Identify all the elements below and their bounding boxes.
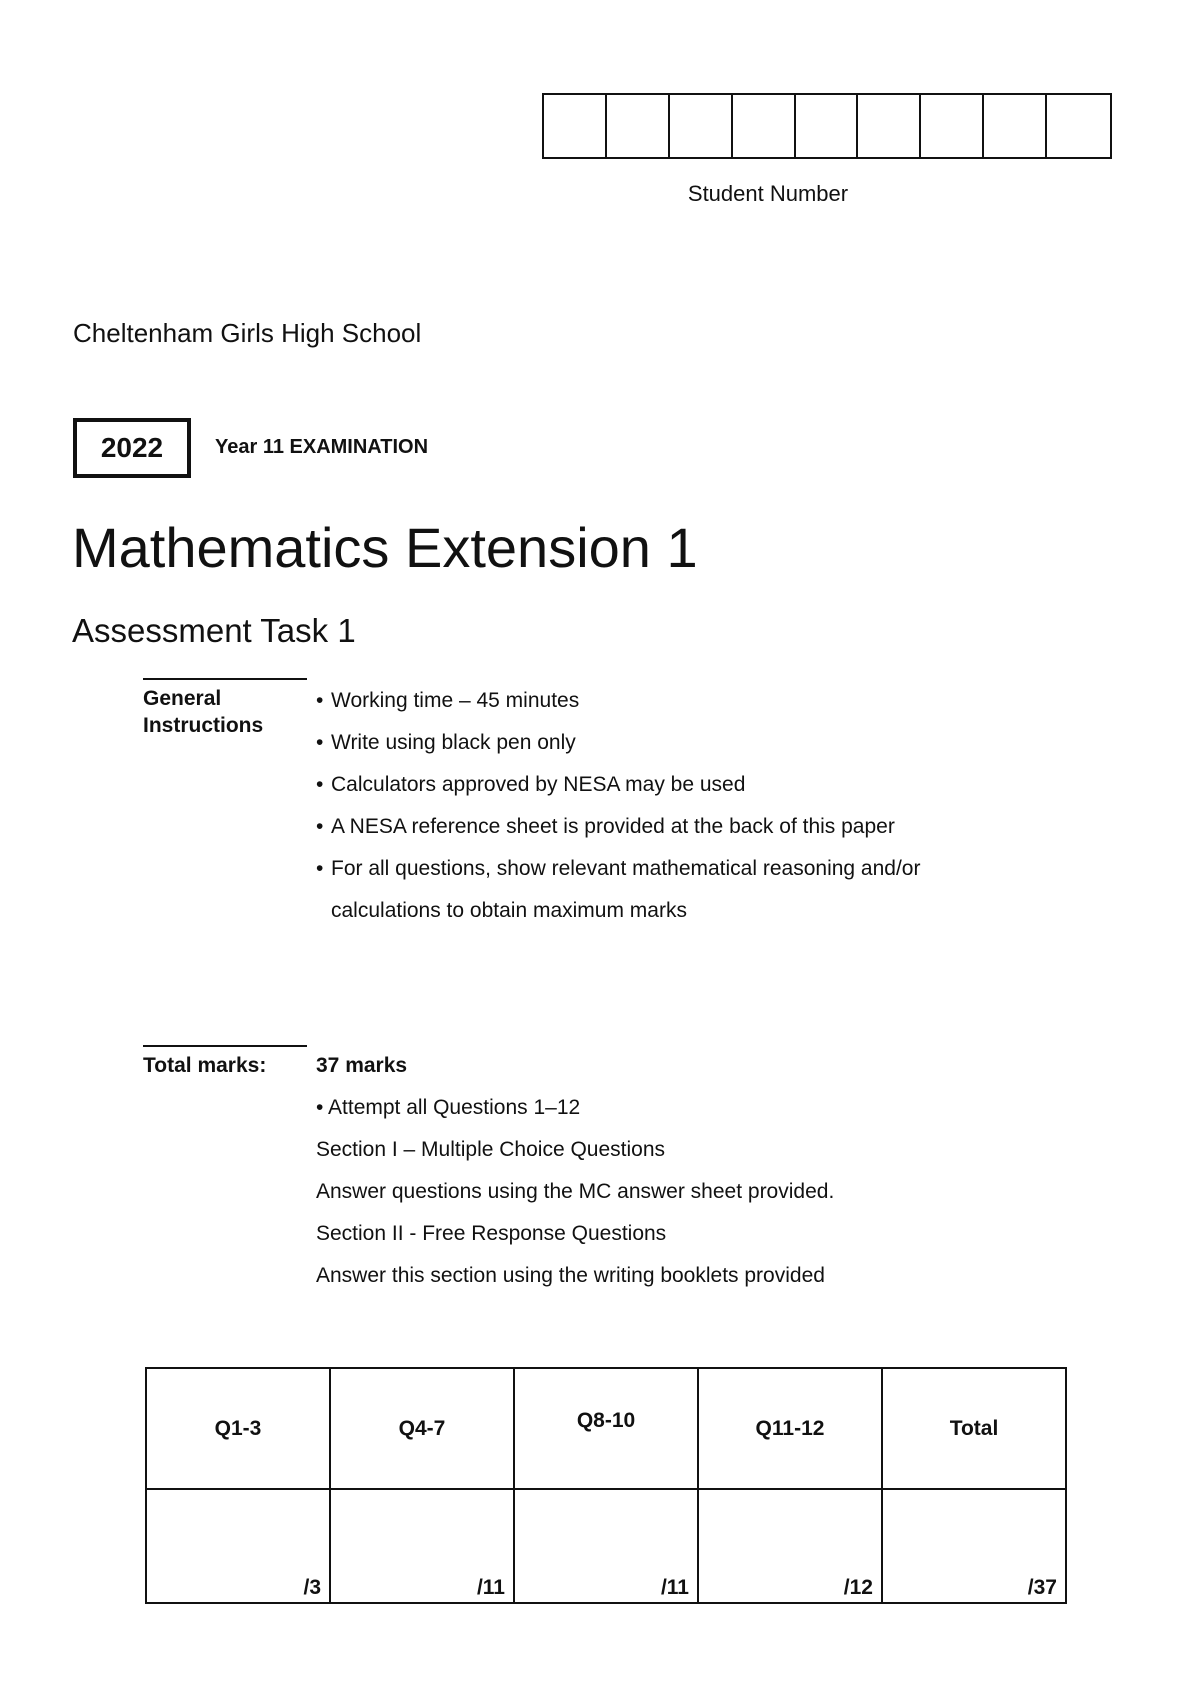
heading-line: Total marks:: [143, 1054, 267, 1077]
marks-table-score-cell[interactable]: /12: [698, 1489, 882, 1603]
marks-table-header: Q11-12: [698, 1368, 882, 1489]
student-number-label: Student Number: [687, 181, 849, 206]
student-number-digit-box[interactable]: [1047, 95, 1110, 157]
instruction-text: • For all questions, show relevant mathematical reasoning and/or: [331, 857, 921, 880]
marks-table-header: Q1-3: [146, 1368, 330, 1489]
student-number-digit-box[interactable]: [796, 95, 859, 157]
instruction-item: [316, 764, 1116, 806]
instruction-text: A NESA reference sheet is provided at the back of this paper: [331, 815, 895, 838]
exam-label: Year 11 EXAMINATION: [215, 436, 429, 458]
marks-table-header: Q4-7: [330, 1368, 514, 1489]
student-number-digit-box[interactable]: [921, 95, 984, 157]
total-marks-value: 37 marks: [316, 1054, 408, 1077]
instruction-item: [316, 680, 1116, 722]
attempt-instruction: [316, 1087, 1116, 1129]
instruction-text-continuation: calculations to obtain maximum marks: [331, 899, 687, 922]
marks-table-score-cell[interactable]: /11: [514, 1489, 698, 1603]
marks-table-header: Q8-10: [514, 1368, 698, 1489]
marks-table: [145, 1367, 1067, 1604]
marks-table-score-cell[interactable]: /37: [882, 1489, 1066, 1603]
exam-year-box: [73, 418, 191, 478]
student-number-boxes: [542, 93, 1112, 159]
instruction-text: Write using black pen only: [331, 731, 576, 754]
student-number-digit-box[interactable]: [544, 95, 607, 157]
marks-table-score-cell[interactable]: /11: [330, 1489, 514, 1603]
subject-title: Mathematics Extension 1: [72, 516, 698, 579]
general-instructions-heading: [143, 678, 307, 739]
section-1-label: Section I – Multiple Choice Questions: [316, 1138, 666, 1161]
section-2-label: Section II - Free Response Questions: [316, 1222, 667, 1245]
general-instructions-list: [316, 680, 1116, 932]
student-number-digit-box[interactable]: [607, 95, 670, 157]
instruction-text: Calculators approved by NESA may be used: [331, 773, 746, 796]
student-number-digit-box[interactable]: [670, 95, 733, 157]
total-marks-heading: [143, 1045, 307, 1079]
heading-line: General: [143, 687, 222, 710]
instruction-text: Working time – 45 minutes: [331, 689, 580, 712]
heading-line: Instructions: [143, 714, 264, 737]
school-name: Cheltenham Girls High School: [73, 318, 422, 348]
instruction-item: [316, 848, 1116, 932]
exam-year: 2022: [100, 432, 164, 463]
marks-table-score-row: [146, 1489, 1066, 1603]
section-2-instruction: Answer this section using the writing booklets provided: [316, 1264, 825, 1287]
task-title: Assessment Task 1: [72, 612, 356, 649]
student-number-digit-box[interactable]: [984, 95, 1047, 157]
marks-table-header: Total: [882, 1368, 1066, 1489]
section-1-instruction: Answer questions using the MC answer sheet provided.: [316, 1180, 835, 1203]
instruction-item: [316, 722, 1116, 764]
marks-table-header-row: [146, 1368, 1066, 1489]
attempt-text: Attempt all Questions 1–12: [328, 1096, 581, 1119]
marks-table-score-cell[interactable]: /3: [146, 1489, 330, 1603]
student-number-digit-box[interactable]: [733, 95, 796, 157]
instruction-item: [316, 806, 1116, 848]
total-marks-block: [316, 1045, 1116, 1297]
student-number-digit-box[interactable]: [858, 95, 921, 157]
